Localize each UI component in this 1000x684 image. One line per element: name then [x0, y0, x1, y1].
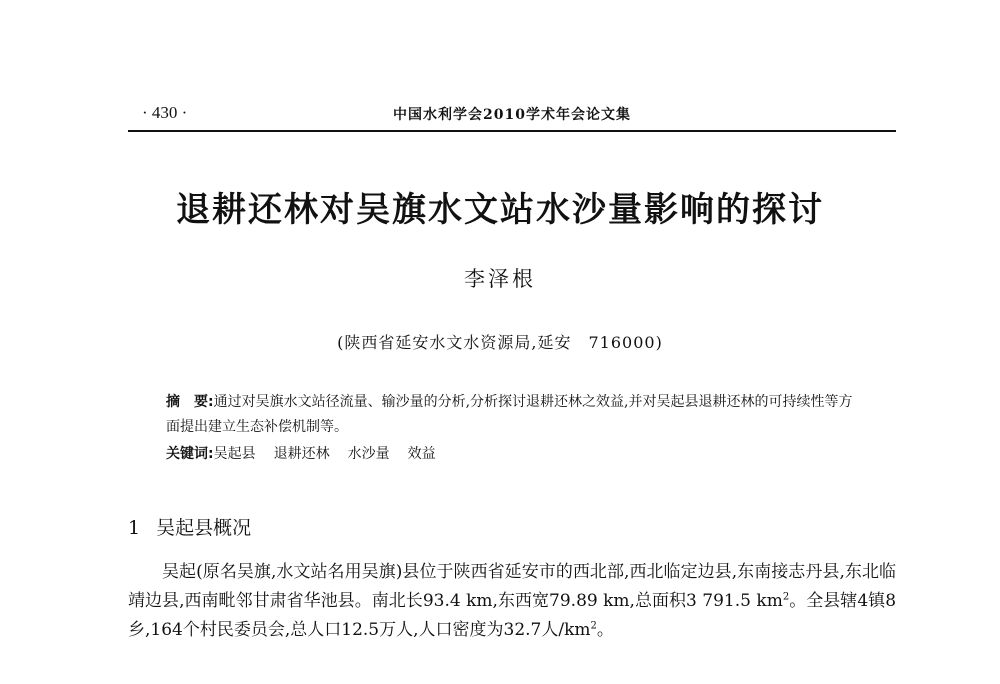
journal-name: 中国水利学会2010学术年会论文集: [393, 107, 631, 123]
paragraph-text-part: 吴起(原名吴旗,水文站名用吴旗)县位于陕西省延安市的西北部,西北临定边县,东南接志丹县,东北临靖边县,西南毗邻甘肃省华池县。南北长93.4 km,东西宽79.89 km,总面积3 791.5 km: [128, 562, 896, 611]
author-affiliation: (陕西省延安水文水资源局,延安 716000): [337, 333, 663, 352]
keyword-item: 效益: [407, 446, 436, 462]
author-name: 李泽根: [464, 267, 536, 291]
keywords-label: 关键词:: [166, 446, 214, 462]
keyword-item: 退耕还林: [273, 446, 330, 462]
keyword-item: 吴起县: [213, 446, 256, 462]
section-heading: [128, 513, 251, 540]
running-header: [128, 100, 896, 132]
paragraph-text-part: 。: [596, 620, 614, 640]
superscript: 2: [782, 591, 790, 603]
section-title: 吴起县概况: [156, 517, 252, 539]
abstract-text: 通过对吴旗水文站径流量、输沙量的分析,分析探讨退耕还林之效益,并对吴起县退耕还林的可持续性等方面提出建立生态补偿机制等。: [166, 394, 853, 435]
section-number: 1: [128, 517, 141, 539]
keywords: [166, 443, 866, 463]
superscript: 2: [590, 620, 597, 632]
paper-title: 退耕还林对吴旗水文站水沙量影响的探讨: [176, 190, 824, 230]
abstract-label: 摘 要:: [166, 394, 214, 410]
paragraph-text-part: 。全县辖4镇8乡,164个村民委员会,总人口12.5万人,人口密度为32.7人/km: [128, 591, 897, 640]
body-paragraph: [128, 558, 896, 645]
abstract: [166, 390, 866, 440]
page-number: · 430 ·: [142, 103, 188, 122]
keyword-item: 水沙量: [347, 446, 390, 462]
